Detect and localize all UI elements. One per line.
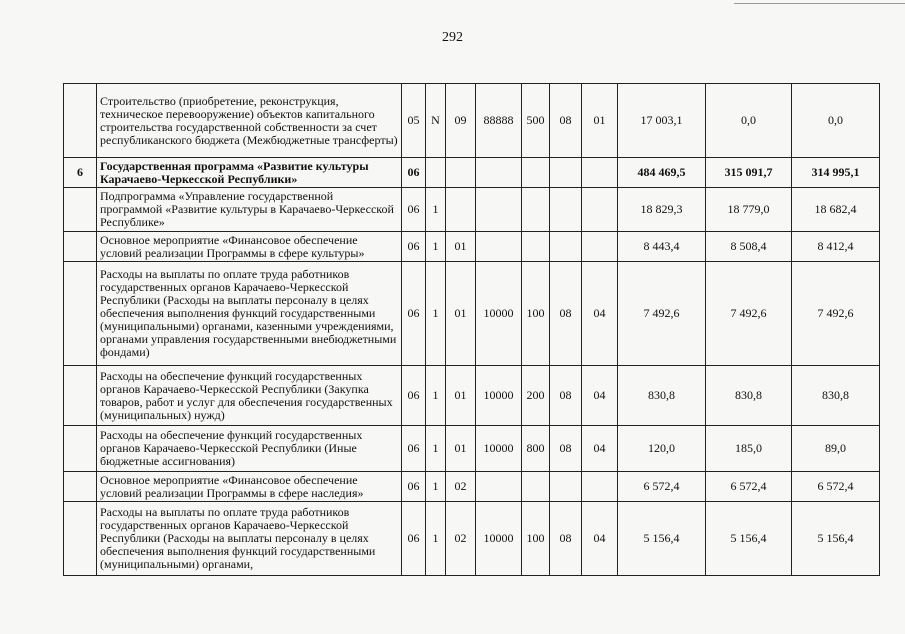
code-direction [476,158,522,188]
row-name: Расходы на выплаты по оплате труда работников государственных органов Карачаево-Черкесской Республики (Расходы на выплаты персоналу в целях обеспечения выполнения функций государственными (муниципальными) органами, казенными учреждениями, органами управления государственными внебюджетными фондами) [97,262,402,366]
table-row [64,502,880,576]
table-row [64,188,880,232]
code-event [446,158,476,188]
amount-year-3: 5 156,4 [792,502,880,576]
code-direction: 10000 [476,262,522,366]
amount-year-2: 830,8 [706,366,792,426]
code-program: 06 [402,472,426,502]
code-program: 06 [402,262,426,366]
table-row [64,426,880,472]
code-subprogram: N [426,84,446,158]
amount-year-3: 7 492,6 [792,262,880,366]
code-section [550,188,582,232]
row-name: Государственная программа «Развитие культуры Карачаево-Черкесской Республики» [97,158,402,188]
table-row [64,84,880,158]
code-subsection: 01 [582,84,618,158]
amount-year-3: 830,8 [792,366,880,426]
row-name: Строительство (приобретение, реконструкция, техническое перевооружение) объектов капитального строительства государственной собственности за счет республиканского бюджета (Межбюджетные трансферты) [97,84,402,158]
row-number [64,262,97,366]
code-subsection: 04 [582,262,618,366]
table-row [64,262,880,366]
code-expense-type: 200 [522,366,550,426]
amount-year-2: 8 508,4 [706,232,792,262]
amount-year-1: 7 492,6 [618,262,706,366]
code-subprogram [426,158,446,188]
amount-year-2: 18 779,0 [706,188,792,232]
code-subprogram: 1 [426,366,446,426]
code-direction [476,188,522,232]
amount-year-2: 5 156,4 [706,502,792,576]
code-program: 05 [402,84,426,158]
amount-year-2: 0,0 [706,84,792,158]
row-number [64,366,97,426]
row-number [64,188,97,232]
row-number [64,502,97,576]
code-section [550,472,582,502]
code-direction: 10000 [476,426,522,472]
code-section: 08 [550,84,582,158]
code-event: 01 [446,426,476,472]
code-section: 08 [550,366,582,426]
table-row [64,158,880,188]
code-expense-type: 500 [522,84,550,158]
amount-year-2: 6 572,4 [706,472,792,502]
code-section: 08 [550,262,582,366]
row-number [64,232,97,262]
code-direction [476,472,522,502]
code-event: 09 [446,84,476,158]
code-program: 06 [402,158,426,188]
code-expense-type: 100 [522,502,550,576]
row-number [64,472,97,502]
code-expense-type [522,472,550,502]
code-subprogram: 1 [426,426,446,472]
code-subsection [582,232,618,262]
amount-year-1: 5 156,4 [618,502,706,576]
code-direction [476,232,522,262]
code-event: 02 [446,472,476,502]
code-event: 01 [446,366,476,426]
row-name: Расходы на выплаты по оплате труда работников государственных органов Карачаево-Черкесской Республики (Расходы на выплаты персоналу в целях обеспечения выполнения функций государственными (муниципальными) органами, [97,502,402,576]
code-section: 08 [550,426,582,472]
amount-year-3: 89,0 [792,426,880,472]
code-program: 06 [402,502,426,576]
code-expense-type [522,188,550,232]
code-subsection: 04 [582,502,618,576]
table-row [64,366,880,426]
code-section [550,232,582,262]
amount-year-2: 315 091,7 [706,158,792,188]
amount-year-2: 7 492,6 [706,262,792,366]
code-expense-type: 800 [522,426,550,472]
amount-year-3: 6 572,4 [792,472,880,502]
amount-year-1: 17 003,1 [618,84,706,158]
code-event [446,188,476,232]
code-subprogram: 1 [426,472,446,502]
row-number [64,84,97,158]
code-program: 06 [402,426,426,472]
amount-year-3: 0,0 [792,84,880,158]
code-subsection [582,158,618,188]
code-event: 02 [446,502,476,576]
code-section: 08 [550,502,582,576]
row-name: Основное мероприятие «Финансовое обеспечение условий реализации Программы в сфере культуры» [97,232,402,262]
page-number: 292 [442,30,463,45]
amount-year-1: 484 469,5 [618,158,706,188]
code-direction: 10000 [476,502,522,576]
amount-year-3: 314 995,1 [792,158,880,188]
code-expense-type: 100 [522,262,550,366]
amount-year-2: 185,0 [706,426,792,472]
amount-year-1: 8 443,4 [618,232,706,262]
code-subsection: 04 [582,366,618,426]
row-name: Основное мероприятие «Финансовое обеспечение условий реализации Программы в сфере наследия» [97,472,402,502]
code-program: 06 [402,366,426,426]
code-subsection [582,188,618,232]
code-direction: 88888 [476,84,522,158]
code-program: 06 [402,188,426,232]
code-subsection: 04 [582,426,618,472]
code-direction: 10000 [476,366,522,426]
row-number [64,426,97,472]
code-section [550,158,582,188]
amount-year-1: 18 829,3 [618,188,706,232]
row-name: Подпрограмма «Управление государственной программой «Развитие культуры в Карачаево-Черкесской Республике» [97,188,402,232]
amount-year-1: 6 572,4 [618,472,706,502]
code-expense-type [522,158,550,188]
code-event: 01 [446,232,476,262]
row-name: Расходы на обеспечение функций государственных органов Карачаево-Черкесской Республики (Закупка товаров, работ и услуг для обеспечения государственных (муниципальных) нужд) [97,366,402,426]
table-row [64,472,880,502]
table-row [64,232,880,262]
amount-year-3: 18 682,4 [792,188,880,232]
amount-year-3: 8 412,4 [792,232,880,262]
code-expense-type [522,232,550,262]
code-subprogram: 1 [426,188,446,232]
amount-year-1: 120,0 [618,426,706,472]
budget-table [63,83,880,576]
code-program: 06 [402,232,426,262]
scan-edge-line [734,0,905,4]
code-subsection [582,472,618,502]
code-subprogram: 1 [426,262,446,366]
code-subprogram: 1 [426,232,446,262]
code-event: 01 [446,262,476,366]
amount-year-1: 830,8 [618,366,706,426]
code-subprogram: 1 [426,502,446,576]
row-name: Расходы на обеспечение функций государственных органов Карачаево-Черкесской Республики (Иные бюджетные ассигнования) [97,426,402,472]
row-number: 6 [64,158,97,188]
